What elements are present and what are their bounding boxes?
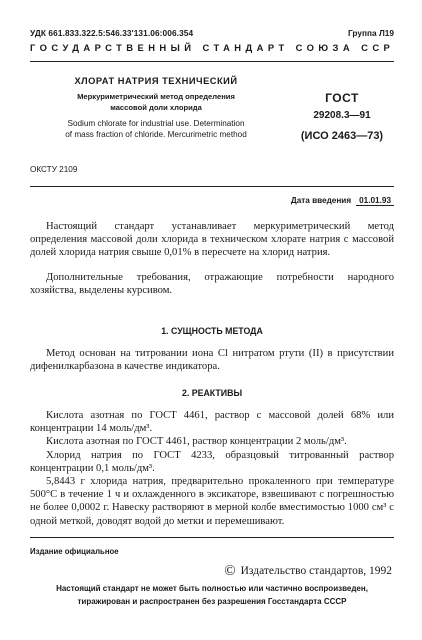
english-title-line-2: of mass fraction of chloride. Mercurimetric method <box>65 129 247 139</box>
intro-text-1: Настоящий стандарт устанавливает меркуриметрический метод определения массовой доли хлорида в техническом хлорате натрия с массовой долей хлорида натрия свыше 0,01% в пересчете на хлорид натрия. <box>30 221 394 259</box>
iso-reference: (ИСО 2463—73) <box>300 130 384 142</box>
document-title: ХЛОРАТ НАТРИЯ ТЕХНИЧЕСКИЙ <box>74 76 238 86</box>
copyright-text: Издательство стандартов, 1992 <box>240 565 392 577</box>
notice-line-2: тиражирован и распространен без разрешения Госстандарта СССР <box>77 596 347 606</box>
title-block <box>30 76 282 140</box>
intro-paragraph-1 <box>30 220 394 260</box>
english-title <box>30 119 282 140</box>
subtitle-line-2: массовой доли хлорида <box>110 103 202 112</box>
official-edition-label: Издание официальное <box>30 547 119 556</box>
intro-paragraph-2 <box>30 271 394 297</box>
okstu-code: ОКСТУ 2109 <box>30 165 78 174</box>
section-2-heading: 2. РЕАКТИВЫ <box>181 388 243 398</box>
copyright-icon: © <box>224 563 236 579</box>
title-divider <box>30 186 394 187</box>
reagent-item: Хлорид натрия по ГОСТ 4233, образцовый титрованный раствор концентрации 0,1 моль/дм³. <box>30 449 394 474</box>
designation-block <box>292 91 392 142</box>
reproduction-notice <box>30 583 394 608</box>
section-1-body <box>30 347 394 373</box>
gost-label: ГОСТ <box>325 91 359 105</box>
introduction-date-label: Дата введения <box>290 196 352 205</box>
state-standard-heading: ГОСУДАРСТВЕННЫЙ СТАНДАРТ СОЮЗА ССР <box>30 42 395 53</box>
footer-divider <box>30 537 394 538</box>
section-1-heading: 1. СУЩНОСТЬ МЕТОДА <box>161 326 263 336</box>
group-code: Группа Л19 <box>348 28 394 38</box>
udk-code: УДК 661.833.322.5:546.33'131.06:006.354 <box>30 28 194 38</box>
introduction-date <box>291 196 394 205</box>
english-title-line-1: Sodium chlorate for industrial use. Determination <box>67 119 245 128</box>
header-divider <box>30 61 394 62</box>
header-row <box>30 28 394 42</box>
copyright-line <box>224 563 392 580</box>
introduction-date-value: 01.01.93 <box>356 196 394 206</box>
subtitle-line-1: Меркуриметрический метод определения <box>77 92 235 101</box>
reagent-item: Кислота азотная по ГОСТ 4461, раствор концентрации 2 моль/дм³. <box>46 436 347 448</box>
notice-line-1: Настоящий стандарт не может быть полностью или частично воспроизведен, <box>56 584 368 593</box>
document-subtitle <box>30 91 282 113</box>
reagent-item: Кислота азотная по ГОСТ 4461, раствор с массовой долей 68% или концентрации 14 моль/дм³. <box>30 410 394 435</box>
section-2-body <box>30 409 394 528</box>
intro-text-2: Дополнительные требования, отражающие потребности народного хозяйства, выделены курсивом. <box>30 272 394 297</box>
reagent-item: 5,8443 г хлорида натрия, предварительно прокаленного при температуре 500°С в течение 1 ч и охлажденного в эксикаторе, взвешивают с погрешностью не более 0,0002 г. Навеску растворяют в мерной колбе вместимостью 1000 см³ с одной меткой, доводят водой до метки и перемешивают. <box>30 476 394 527</box>
method-text: Метод основан на титровании иона Cl нитратом ртути (II) в присутствии дифенилкарбазона в качестве индикатора. <box>30 348 394 373</box>
gost-number: 29208.3—91 <box>313 110 371 121</box>
